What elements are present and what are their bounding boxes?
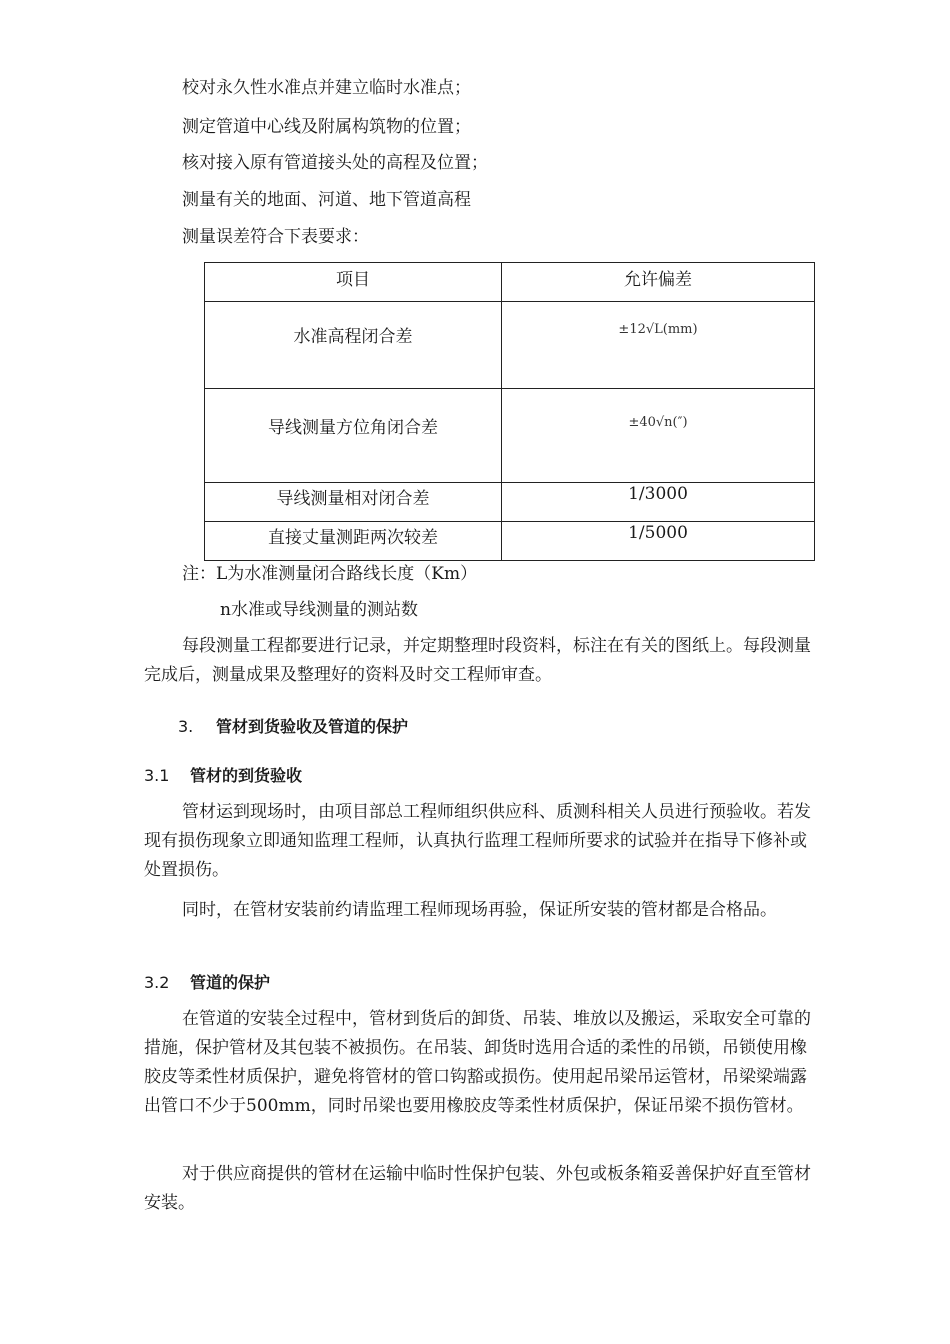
table-cell-item: 直接丈量测距两次较差 [205,522,502,561]
table-cell-tolerance: 1/5000 [502,522,815,561]
body-paragraph: 在管道的安装全过程中，管材到货后的卸货、吊装、堆放以及搬运，采取安全可靠的措施，保护管材及其包装不被损伤。在吊装、卸货时选用合适的柔性的吊锁，吊锁使用橡胶皮等柔性材质保护，避免将管材的管口钩豁或损伤。使用起吊梁吊运管材，吊梁梁端露出管口不少于500mm，同时吊梁也要用橡胶皮等柔性材质保护，保证吊梁不损伤管材。 [144,1009,811,1116]
table-cell-item: 导线测量方位角闭合差 [205,389,502,483]
body-paragraph: 管材运到现场时，由项目部总工程师组织供应科、质测科相关人员进行预验收。若发现有损伤现象立即通知监理工程师，认真执行监理工程师所要求的试验并在指导下修补或处置损伤。 [144,802,811,880]
intro-line: 校对永久性水准点并建立临时水准点； [182,78,471,98]
table-header-item: 项目 [205,263,502,302]
intro-line: 测量有关的地面、河道、地下管道高程 [182,190,471,210]
intro-line: 测量误差符合下表要求： [182,227,369,247]
table-row [205,302,815,389]
table-cell-tolerance [502,302,815,389]
section-heading [178,714,408,740]
table-cell-item: 导线测量相对闭合差 [205,483,502,522]
table-cell-tolerance: 1/3000 [502,483,815,522]
formula-level-closure: ±12√L(mm) [618,322,698,337]
section-title: 管材到货验收及管道的保护 [216,717,409,736]
table-row [205,483,815,522]
table-cell-item: 水准高程闭合差 [205,302,502,389]
body-paragraph: 对于供应商提供的管材在运输中临时性保护包装、外包或板条箱妥善保护好直至管材安装。 [144,1164,811,1213]
subsection-heading [144,970,270,996]
section-number: 3. [178,717,194,736]
table-row [205,522,815,561]
table-row [205,389,815,483]
table-note: n水准或导线测量的测站数 [220,600,418,620]
subsection-title: 管材的到货验收 [190,766,303,785]
table-cell-tolerance [502,389,815,483]
table-header-tolerance: 允许偏差 [502,263,815,302]
body-paragraph: 同时，在管材安装前约请监理工程师现场再验，保证所安装的管材都是合格品。 [182,900,777,920]
table-header-row [205,263,815,302]
subsection-number: 3.1 [144,766,170,785]
tolerance-table [204,262,815,561]
intro-line: 测定管道中心线及附属构筑物的位置； [182,117,471,137]
table-note: 注：L为水准测量闭合路线长度（Km） [182,564,478,584]
formula-azimuth-closure: ±40√n(″) [628,415,688,430]
subsection-number: 3.2 [144,973,170,992]
intro-line: 核对接入原有管道接头处的高程及位置； [182,153,488,173]
subsection-title: 管道的保护 [190,973,271,992]
subsection-heading [144,763,302,789]
record-paragraph: 每段测量工程都要进行记录，并定期整理时段资料，标注在有关的图纸上。每段测量完成后，测量成果及整理好的资料及时交工程师审查。 [144,636,811,685]
